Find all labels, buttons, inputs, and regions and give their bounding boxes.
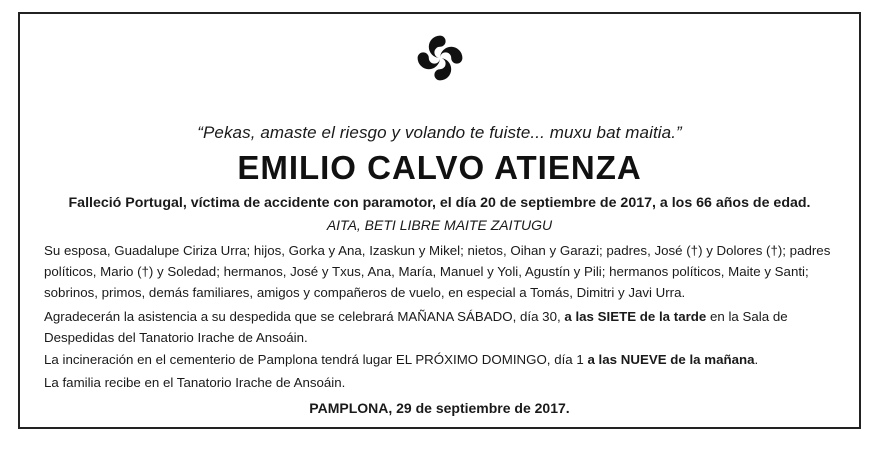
cremation-paragraph bbox=[44, 349, 844, 370]
death-notice: Falleció Portugal, víctima de accidente con paramotor, el día 20 de septiembre de 2017, a los 66 años de edad. bbox=[68, 195, 811, 211]
deceased-name: EMILIO CALVO ATIENZA bbox=[237, 149, 642, 186]
reception-paragraph: La familia recibe en el Tanatorio Irache de Ansoáin. bbox=[44, 375, 346, 390]
lauburu-icon bbox=[412, 30, 468, 86]
cremation-time-prefix: a las bbox=[587, 352, 621, 367]
farewell-time-prefix: a las bbox=[564, 309, 598, 324]
signature-line: PAMPLONA, 29 de septiembre de 2017. bbox=[309, 400, 570, 416]
memorial-quote: “Pekas, amaste el riesgo y volando te fuiste... muxu bat maitia.” bbox=[197, 123, 682, 142]
farewell-text-start: Agradecerán la asistencia a su despedida que se celebrará MAÑANA SÁBADO, día 30, bbox=[44, 309, 565, 324]
cremation-text-start: La incineración en el cementerio de Pamplona tendrá lugar EL PRÓXIMO DOMINGO, día 1 bbox=[44, 352, 588, 367]
farewell-time-suffix: de la tarde bbox=[636, 309, 707, 324]
farewell-text-end: en la Sala de Despedidas del Tanatorio Irache de Ansoáin. bbox=[44, 309, 788, 345]
cremation-time-suffix: de la mañana bbox=[666, 352, 755, 367]
farewell-time: SIETE bbox=[597, 309, 637, 324]
cremation-time: NUEVE bbox=[620, 352, 667, 367]
dedication: AITA, BETI LIBRE MAITE ZAITUGU bbox=[326, 217, 553, 233]
cremation-text-end: . bbox=[754, 352, 759, 367]
relatives-paragraph: Su esposa, Guadalupe Ciriza Urra; hijos, Gorka y Ana, Izaskun y Mikel; nietos, Oihan y Garazi; padres, José (†) y Dolores (†); padres políticos, Mario (†) y Soledad; hermanos, José y Txus, Ana, María, Manuel y Yoli, Agustín y Pili; hermanos políticos, Maite y Santi; sobrinos, primos, demás familiares, amigos y compañeros de vuelo, en especial a Tomás, Dimitri y Javi Urra. bbox=[44, 243, 831, 300]
farewell-paragraph bbox=[44, 306, 844, 348]
